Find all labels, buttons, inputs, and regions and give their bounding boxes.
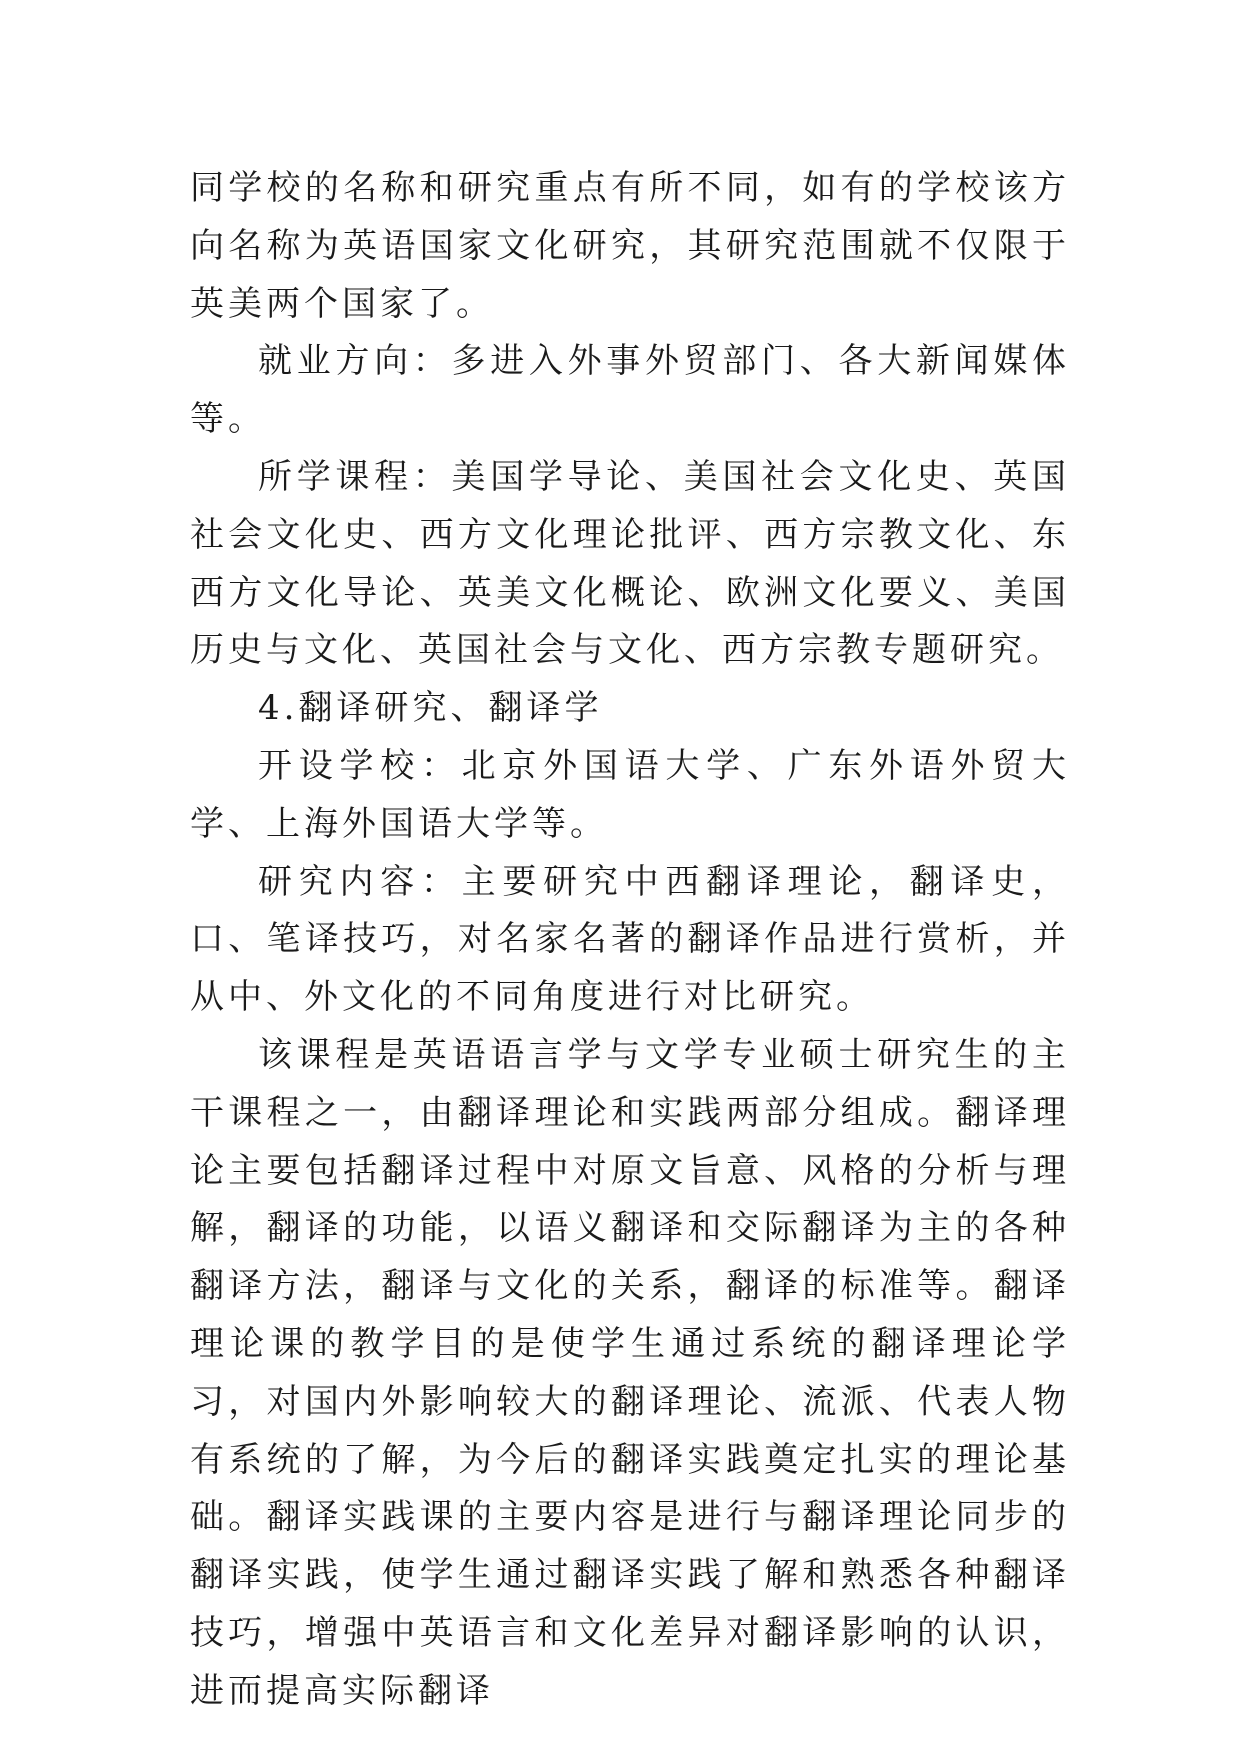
paragraph-research-content: 研究内容：主要研究中西翻译理论，翻译史，口、笔译技巧，对名家名著的翻译作品进行赏析，并从中、外文化的不同角度进行对比研究。 (190, 861, 1070, 1018)
paragraph-school-names: 同学校的名称和研究重点有所不同，如有的学校该方向名称为英语国家文化研究，其研究范围就不仅限于英美两个国家了。 (190, 168, 1070, 324)
paragraph-offering-schools: 开设学校：北京外国语大学、广东外语外贸大学、上海外国语大学等。 (190, 745, 1070, 844)
paragraph-course-description: 该课程是英语语言学与文学专业硕士研究生的主干课程之一，由翻译理论和实践两部分组成。翻译理论主要包括翻译过程中对原文旨意、风格的分析与理解，翻译的功能，以语义翻译和交际翻译为主的各种翻译方法，翻译与文化的关系，翻译的标准等。翻译理论课的教学目的是使学生通过系统的翻译理论学习，对国内外影响较大的翻译理论、流派、代表人物有系统的了解，为今后的翻译实践奠定扎实的理论基础。翻译实践课的主要内容是进行与翻译理论同步的翻译实践，使学生通过翻译实践了解和熟悉各种翻译技巧，增强中英语言和文化差异对翻译影响的认识，进而提高实际翻译 (190, 1034, 1070, 1711)
paragraph-courses: 所学课程：美国学导论、美国社会文化史、英国社会文化史、西方文化理论批评、西方宗教文化、东西方文化导论、英美文化概论、欧洲文化要义、美国历史与文化、英国社会与文化、西方宗教专题研究。 (190, 456, 1070, 671)
document-body (190, 160, 1070, 1721)
section-heading-translation: 4.翻译研究、翻译学 (258, 688, 603, 729)
paragraph-career-direction: 就业方向：多进入外事外贸部门、各大新闻媒体等。 (190, 341, 1070, 440)
